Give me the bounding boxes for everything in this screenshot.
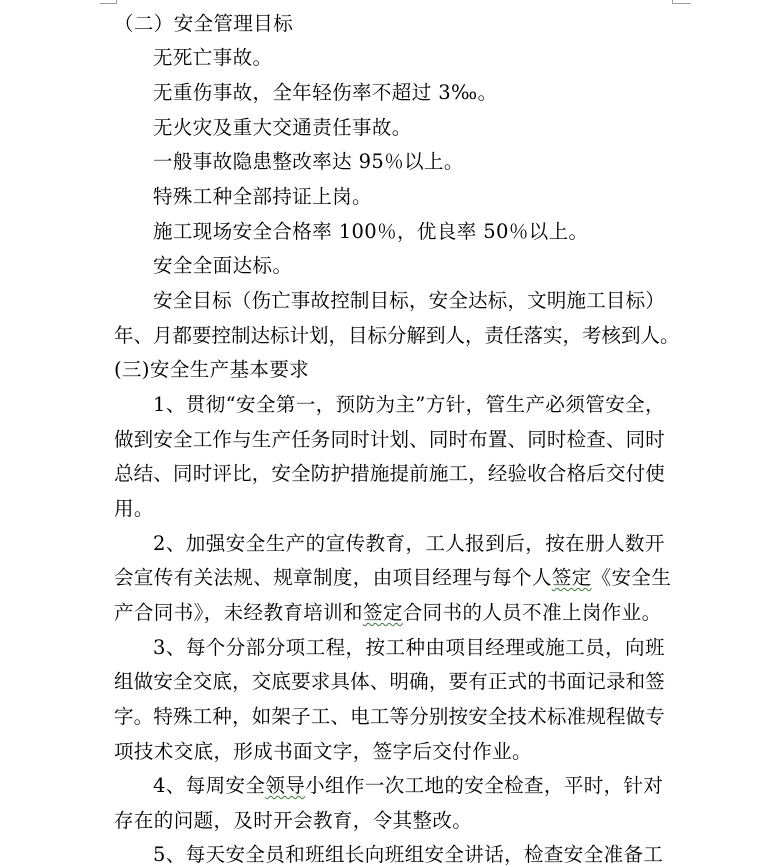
goal-line: 特殊工种全部持证上岗。 (153, 185, 372, 208)
paragraph-line: 总结、同时评比，安全防护措施提前施工，经验收合格后交付使 (114, 462, 665, 485)
paragraph-line: 安全目标（伤亡事故控制目标，安全达标，文明施工目标） (153, 289, 665, 312)
paragraph-line: 项技术交底，形成书面文字，签字后交付作业。 (114, 740, 532, 763)
paragraph-line: 用。 (114, 497, 154, 520)
text-run: 产合同书》，未经教育培训和 (114, 601, 363, 624)
paragraph-line (114, 566, 671, 590)
spellcheck-underline: 签定 (551, 566, 592, 589)
goal-line: 一般事故隐患整改率达 95％以上。 (153, 150, 464, 173)
spellcheck-underline: 签定 (362, 601, 403, 624)
paragraph-line: 做到安全工作与生产任务同时计划、同时布置、同时检查、同时 (114, 428, 665, 451)
paragraph-line: 3、每个分部分项工程，按工种由项目经理或施工员，向班 (153, 636, 665, 659)
paragraph-line: 2、加强安全生产的宣传教育，工人报到后，按在册人数开 (153, 532, 665, 555)
text-run: 合同书的人员不准上岗作业。 (402, 601, 662, 624)
text-run: 会宣传有关法规、规章制度，由项目经理与每个人 (114, 566, 552, 589)
paragraph-line: 5、每天安全员和班组长向班组安全讲话，检查安全准备工 (153, 843, 664, 866)
paragraph-line: 年、月都要控制达标计划，目标分解到人，责任落实，考核到人。 (114, 324, 680, 347)
goal-line: 无火灾及重大交通责任事故。 (153, 116, 412, 139)
spellcheck-underline: 领导 (265, 774, 306, 797)
section-heading: (三)安全生产基本要求 (114, 358, 310, 381)
paragraph-line (153, 774, 663, 798)
goal-line: 无死亡事故。 (153, 46, 273, 69)
goal-line: 无重伤事故，全年轻伤率不超过 3‰。 (153, 81, 498, 104)
paragraph-line: 存在的问题，及时开会教育，令其整改。 (114, 809, 473, 832)
text-run: 小组作一次工地的安全检查，平时，针对 (305, 774, 664, 797)
paragraph-line (114, 601, 661, 625)
goal-line: 施工现场安全合格率 100％，优良率 50％以上。 (153, 220, 589, 243)
text-run: 《安全生 (591, 566, 672, 589)
paragraph-line: 组做安全交底，交底要求具体、明确，要有正式的书面记录和签 (114, 670, 665, 693)
crop-mark-left (100, 3, 117, 4)
paragraph-line: 字。特殊工种，如架子工、电工等分别按安全技术标准规程做专 (114, 705, 665, 728)
section-heading: （二）安全管理目标 (114, 12, 294, 35)
text-run: 4、每周安全 (153, 774, 266, 797)
goal-line: 安全全面达标。 (153, 254, 293, 277)
paragraph-line: 1、贯彻“安全第一，预防为主”方针，管生产必须管安全， (153, 393, 665, 416)
crop-mark-right (672, 3, 691, 4)
